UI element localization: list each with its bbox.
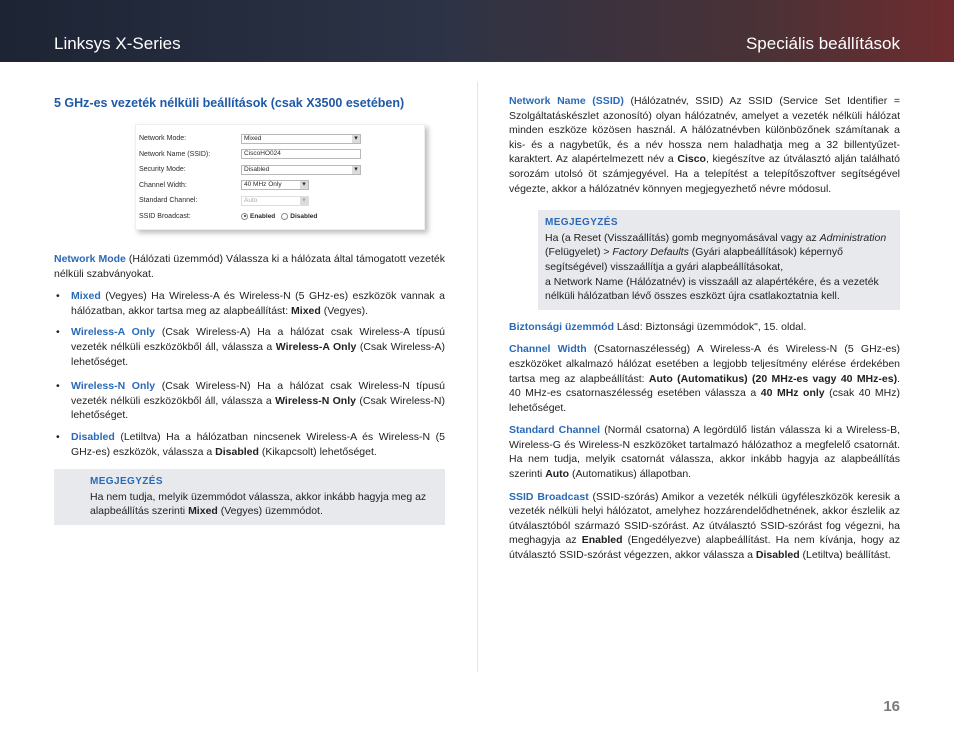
ssid-broadcast-bold2: Disabled bbox=[755, 549, 800, 562]
column-divider bbox=[477, 82, 478, 672]
enabled-radio[interactable] bbox=[241, 213, 248, 220]
page-header bbox=[0, 0, 954, 62]
note-box-network-mode bbox=[54, 469, 445, 525]
ssid-broadcast-term: SSID Broadcast bbox=[509, 490, 589, 503]
right-column bbox=[509, 94, 900, 571]
note-box-reset bbox=[538, 210, 900, 310]
network-name-label: Network Name (SSID): bbox=[139, 150, 211, 158]
channel-width-mid: . 40 MHz-es csatornaszélesség esetében válassza a bbox=[509, 372, 900, 400]
standard-channel-post: (Automatikus) állapotban. bbox=[569, 468, 692, 481]
note-text bbox=[545, 231, 892, 304]
standard-channel-paragraph bbox=[509, 423, 900, 481]
standard-channel-text: (Normál csatorna) A legördülő listán válassza ki a Wireless-B, Wireless-G és Wireless-N eszközöket tartalmazó hálózathoz a megfelelő csatornát. Ha nem tudja, melyik csatornát válassza, akkor inkább hagyja az alapbeállítás szerinti bbox=[509, 424, 900, 481]
disabled-text: (Letiltva) Ha a hálózatban nincsenek Wireless-A és Wireless-N (5 GHz-es) eszközök, válassza a bbox=[71, 430, 445, 458]
list-item-disabled bbox=[54, 430, 445, 459]
standard-channel-row bbox=[136, 193, 424, 209]
left-column bbox=[54, 96, 445, 525]
channel-width-label: Channel Width: bbox=[139, 181, 187, 189]
wireless-a-bold: Wireless-A Only bbox=[275, 340, 357, 353]
network-name-row bbox=[136, 147, 424, 163]
ssid-broadcast-text: (SSID-szórás) Amikor a vezeték nélküli ügyféleszközök keresik a vezeték nélküli helyi hálózatot, amelyhez hozzárendelődhetnének, akkor észlelik az útválasztóból származó SSID-szórást. Az útválasztó SSID-szórást fog végezni, ha meghagyja az bbox=[509, 490, 900, 547]
standard-channel-select: Auto ▾ bbox=[241, 196, 309, 206]
network-name-bold: Cisco bbox=[677, 153, 706, 166]
note-administration: Administration bbox=[819, 231, 887, 244]
disabled-bold: Disabled bbox=[215, 445, 259, 458]
mixed-bold: Mixed bbox=[291, 304, 321, 317]
standard-channel-term: Standard Channel bbox=[509, 424, 601, 437]
channel-width-row bbox=[136, 178, 424, 194]
network-mode-paragraph bbox=[54, 252, 445, 281]
wireless-n-term: Wireless-N Only bbox=[71, 380, 156, 393]
channel-width-bold1: Auto (Automatikus) (20 MHz-es vagy 40 MHz-es) bbox=[648, 372, 898, 385]
ssid-broadcast-post: (Letiltva) beállítást. bbox=[799, 549, 891, 562]
ssid-broadcast-mid: (Engedélyezve) alapbeállítást. Ha nem kívánja, hogy az útválasztó SSID-szórást végezzen, akkor válassza a bbox=[509, 534, 900, 562]
settings-screenshot bbox=[135, 124, 425, 230]
mixed-term: Mixed bbox=[71, 290, 101, 303]
channel-width-paragraph bbox=[509, 342, 900, 415]
note-factory-defaults: Factory Defaults bbox=[612, 246, 689, 259]
note-bold: Mixed bbox=[188, 505, 218, 518]
network-mode-label: Network Mode: bbox=[139, 135, 187, 143]
network-name-term: Network Name (SSID) bbox=[509, 95, 624, 107]
security-mode-term: Biztonsági üzemmód bbox=[509, 320, 615, 333]
note-title: MEGJEGYZÉS bbox=[90, 476, 163, 488]
wireless-a-post: (Csak Wireless-A) lehetőséget. bbox=[71, 340, 445, 368]
list-item-mixed bbox=[54, 289, 445, 318]
network-mode-term: Network Mode bbox=[54, 253, 126, 265]
disabled-post: (Kikapcsolt) lehetőséget. bbox=[258, 445, 377, 458]
network-mode-select[interactable]: Mixed ▾ bbox=[241, 134, 361, 144]
network-name-post: , kiegészítve az útválasztó alján található sorozám utolsó öt számjegyével. Ha a telepítést a telepítőszoftver segítségével végezte, akkor a hálózatnév könnyen megjegyezhető névre módosul. bbox=[509, 153, 900, 195]
ssid-broadcast-bold1: Enabled bbox=[581, 534, 623, 547]
security-mode-label: Security Mode: bbox=[139, 166, 186, 174]
channel-width-bold2: 40 MHz only bbox=[760, 387, 825, 400]
note-text bbox=[90, 490, 437, 519]
security-mode-row bbox=[136, 162, 424, 178]
channel-width-select[interactable]: 40 MHz Only ▾ bbox=[241, 180, 309, 190]
network-name-text: (Hálózatnév, SSID) Az SSID (Service Set Identifier = Szolgáltatáskészlet azonosító) olyan hálózatnév, amelyet a vezeték nélküli hálózat minden eszköze közösen használ. A hálózatnévben különbözőnek számítanak a kis- és a nagybetűk, és a név hossza nem haladhatja meg a 32 billentyűzet-karaktert. Az alapértelmezett név a bbox=[509, 95, 900, 166]
wireless-n-post: (Csak Wireless-N) lehetőséget. bbox=[71, 394, 445, 422]
list-item-wireless-n bbox=[54, 379, 445, 423]
header-product-title: Linksys X-Series bbox=[54, 34, 181, 53]
standard-channel-bold: Auto bbox=[545, 468, 570, 481]
channel-width-post: (csak 40 MHz) lehetőséget. bbox=[509, 387, 900, 414]
network-name-paragraph bbox=[509, 94, 900, 196]
network-name-input[interactable]: CiscoHO024 bbox=[241, 149, 361, 159]
note-line4: a Network Name (Hálózatnév) is visszaáll az alapértékére, és a vezeték nélküli hálózatban lévő összes eszközt újra csatlakoztatnia kell. bbox=[545, 275, 879, 303]
page-number: 16 bbox=[883, 698, 900, 715]
network-mode-text: (Hálózati üzemmód) Válassza ki a hálózata által támogatott vezeték nélküli szabványokat. bbox=[54, 253, 445, 280]
disabled-radio[interactable] bbox=[281, 213, 288, 220]
disabled-term: Disabled bbox=[71, 430, 115, 443]
header-section-title: Speciális beállítások bbox=[745, 34, 900, 53]
list-item-wireless-a bbox=[54, 325, 445, 369]
wireless-a-text: (Csak Wireless-A) Ha a hálózat csak Wireless-A típusú vezeték nélküli eszközökből áll, válassza a bbox=[71, 326, 445, 353]
security-mode-paragraph bbox=[509, 320, 900, 335]
security-mode-select[interactable]: Disabled ▾ bbox=[241, 165, 361, 175]
mixed-text: (Vegyes) Ha Wireless-A és Wireless-N (5 GHz-es) eszközök vannak a hálózatban, akkor tartsa meg az alapbeállítást: bbox=[71, 290, 445, 317]
disabled-radio-label: Disabled bbox=[290, 212, 318, 220]
network-mode-row bbox=[136, 131, 424, 147]
security-mode-text: Lásd: Biztonsági üzemmódok", 15. oldal. bbox=[614, 320, 807, 333]
channel-width-text: (Csatornaszélesség) A Wireless-A és Wireless-N (5 GHz-es) eszközöket alkalmazó hálózat esetében a legjobb teljesítmény elérése érdekében tartsa meg az alapbeállítást: bbox=[509, 343, 900, 385]
wireless-n-bold: Wireless-N Only bbox=[275, 394, 356, 407]
note-title: MEGJEGYZÉS bbox=[545, 217, 618, 229]
note-line3: (Gyári alapbeállítások) képernyő segítségével) visszaállítja a gyári alapbeállításokat, bbox=[545, 246, 843, 273]
ssid-broadcast-label: SSID Broadcast: bbox=[139, 212, 191, 220]
channel-width-term: Channel Width bbox=[509, 343, 587, 356]
wireless-a-term: Wireless-A Only bbox=[71, 326, 155, 339]
standard-channel-label: Standard Channel: bbox=[139, 197, 198, 205]
note-line2: (Felügyelet) > bbox=[545, 246, 613, 259]
mixed-post: (Vegyes). bbox=[320, 304, 369, 317]
wireless-n-text: (Csak Wireless-N) Ha a hálózat csak Wireless-N típusú vezeték nélküli eszközökből áll, válassza a bbox=[71, 380, 445, 407]
section-title: 5 GHz-es vezeték nélküli beállítások (csak X3500 esetében) bbox=[54, 96, 405, 110]
note-line1: Ha (a Reset (Visszaállítás) gomb megnyomásával vagy az bbox=[545, 231, 820, 244]
note-post: (Vegyes) üzemmódot. bbox=[217, 505, 323, 518]
note-pre: Ha nem tudja, melyik üzemmódot válassza, akkor inkább hagyja meg az alapbeállítás szerinti bbox=[90, 490, 427, 518]
network-mode-options-list bbox=[54, 289, 445, 459]
ssid-broadcast-row bbox=[136, 209, 424, 225]
ssid-broadcast-paragraph bbox=[509, 490, 900, 563]
enabled-radio-label: Enabled bbox=[250, 212, 276, 220]
